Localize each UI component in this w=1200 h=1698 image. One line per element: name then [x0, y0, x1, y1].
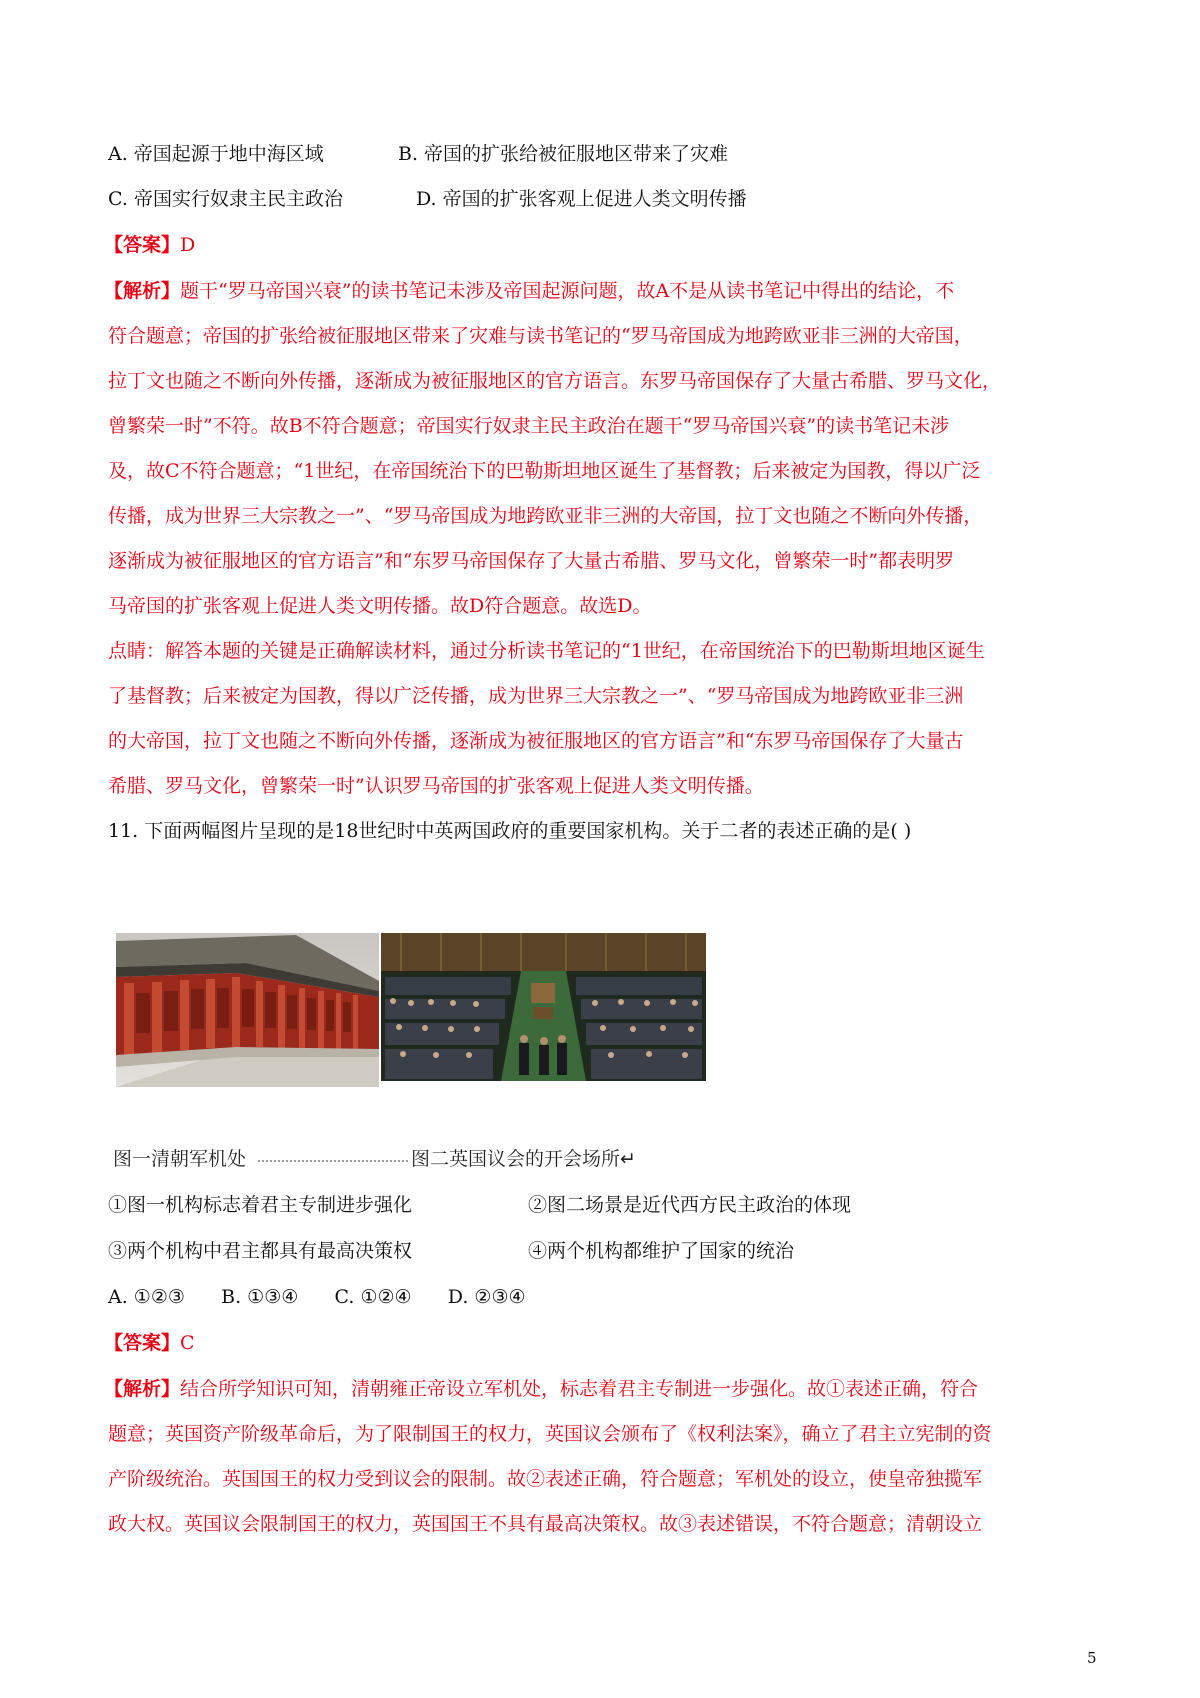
q11-answer-value: C	[180, 1332, 195, 1354]
q10-option-c: C. 帝国实行奴隶主民主政治	[108, 188, 343, 210]
q10-dianjing-line-2: 了基督教；后来被定为国教，得以广泛传播，成为世界三大宗教之一”、“罗马帝国成为地跨欧亚非三洲	[108, 685, 964, 707]
q10-answer	[104, 233, 195, 257]
q11-stem: 11. 下面两幅图片呈现的是18世纪时中英两国政府的重要国家机构。关于二者的表述正确的是( )	[108, 820, 912, 842]
q10-analysis-line-3: 拉丁文也随之不断向外传播，逐渐成为被征服地区的官方语言。东罗马帝国保存了大量古希腊、罗马文化，	[108, 370, 1002, 392]
q10-analysis-label: 【解析】	[104, 280, 181, 302]
figure-1-caption: 图一清朝军机处	[113, 1148, 247, 1170]
page-number: 5	[1087, 1649, 1097, 1667]
q11-statement-3: ③两个机构中君主都具有最高决策权	[108, 1240, 413, 1262]
q11-analysis-line-3: 产阶级统治。英国国王的权力受到议会的限制。故②表述正确，符合题意；军机处的设立，使皇帝独揽军	[108, 1468, 983, 1490]
q10-dianjing-line-4: 希腊、罗马文化，曾繁荣一时”认识罗马帝国的扩张客观上促进人类文明传播。	[108, 775, 764, 797]
q10-option-b: B. 帝国的扩张给被征服地区带来了灾难	[398, 143, 729, 165]
q10-answer-value: D	[180, 234, 196, 256]
q11-answer-label: 【答案】	[104, 1332, 181, 1354]
parliament-chamber-photo	[381, 933, 706, 1081]
q11-options: A. ①②③ B. ①③④ C. ①②④ D. ②③④	[108, 1286, 526, 1308]
q10-analysis-line-1: 【解析】题干“罗马帝国兴衰”的读书笔记未涉及帝国起源问题，故A不是从读书笔记中得出的结论，不	[104, 280, 955, 302]
q10-answer-label: 【答案】	[104, 234, 181, 256]
q10-options-row-1	[108, 142, 729, 166]
q10-analysis-line-7: 逐渐成为被征服地区的官方语言”和“东罗马帝国保存了大量古希腊、罗马文化，曾繁荣一时”都表明罗	[108, 550, 955, 572]
q10-analysis-line-2: 符合题意；帝国的扩张给被征服地区带来了灾难与读书笔记的“罗马帝国成为地跨欧亚非三洲的大帝国，	[108, 325, 973, 347]
q10-option-a: A. 帝国起源于地中海区域	[108, 143, 324, 165]
q11-statement-1: ①图一机构标志着君主专制进步强化	[108, 1194, 413, 1216]
q10-analysis-line-6: 传播，成为世界三大宗教之一”、“罗马帝国成为地跨欧亚非三洲的大帝国，拉丁文也随之不断向外传播，	[108, 505, 983, 527]
q10-options-row-2	[108, 187, 747, 211]
q10-analysis-line-4: 曾繁荣一时”不符。故B不符合题意；帝国实行奴隶主民主政治在题干“罗马帝国兴衰”的读书笔记未涉	[108, 415, 950, 437]
q10-analysis-line-5: 及，故C不符合题意；“1世纪，在帝国统治下的巴勒斯坦地区诞生了基督教；后来被定为国教，得以广泛	[108, 460, 981, 482]
grand-council-photo	[116, 933, 379, 1087]
q10-option-d: D. 帝国的扩张客观上促进人类文明传播	[416, 188, 747, 210]
q11-statement-4: ④两个机构都维护了国家的统治	[528, 1240, 795, 1262]
q11-statement-2: ②图二场景是近代西方民主政治的体现	[528, 1194, 852, 1216]
q11-answer	[104, 1331, 195, 1355]
q10-dianjing-line-1: 点睛：解答本题的关键是正确解读材料，通过分析读书笔记的“1世纪，在帝国统治下的巴勒斯坦地区诞生	[108, 640, 985, 662]
q11-analysis-line-2: 题意；英国资产阶级革命后，为了限制国王的权力，英国议会颁布了《权利法案》，确立了君主立宪制的资	[108, 1423, 992, 1445]
q11-analysis-line-4: 政大权。英国议会限制国王的权力，英国国王不具有最高决策权。故③表述错误，不符合题意；清朝设立	[108, 1513, 983, 1535]
q10-analysis-line-8: 马帝国的扩张客观上促进人类文明传播。故D符合题意。故选D。	[108, 595, 652, 617]
q11-figures	[116, 933, 706, 1095]
q11-analysis-line-1: 【解析】结合所学知识可知，清朝雍正帝设立军机处，标志着君主专制进一步强化。故①表述正确，符合	[104, 1378, 979, 1400]
q10-dianjing-line-3: 的大帝国，拉丁文也随之不断向外传播，逐渐成为被征服地区的官方语言”和“东罗马帝国保存了大量古	[108, 730, 964, 752]
caption-dotted-line	[258, 1160, 408, 1164]
q11-analysis-label: 【解析】	[104, 1378, 181, 1400]
figure-2-caption: 图二英国议会的开会场所↵	[411, 1148, 636, 1170]
